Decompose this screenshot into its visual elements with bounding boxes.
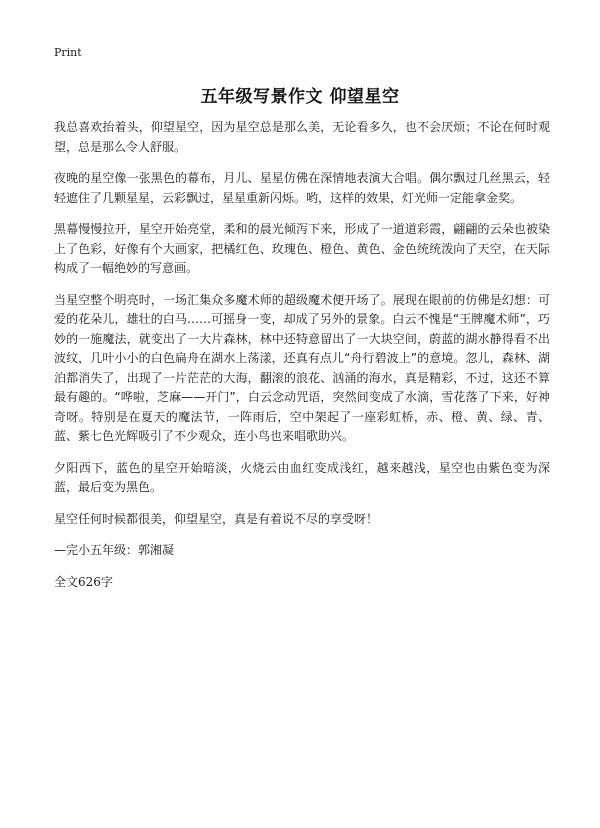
- article-paragraph: 夜晚的星空像一张黑色的幕布，月儿、星星仿佛在深情地表演大合唱。偶尔飘过几丝黑云，轻轻遮住了几颗星星，云彩飘过，星星重新闪烁。哟，这样的效果，灯光师一定能拿金奖。: [54, 171, 550, 205]
- article-paragraph: 黑幕慢慢拉开，星空开始亮堂，柔和的晨光倾泻下来，形成了一道道彩霞，翩翩的云朵也被染上了色彩，好像有个大画家，把橘红色、玫瑰色、橙色、黄色、金色统统泼向了天空，在天际构成了一幅绝妙的写意画。: [54, 222, 550, 275]
- article-paragraph: 当星空整个明亮时，一场汇集众多魔术师的超级魔术便开场了。展现在眼前的仿佛是幻想：可爱的花朵儿，雄壮的白马……可摇身一变，却成了另外的景象。白云不愧是“王牌魔术师”，巧妙的一施魔法，就变出了一大片森林，林中还特意留出了一大块空间，蔚蓝的湖水静得看不出波纹，几叶小小的白色扁舟在湖水上荡漾，还真有点儿“舟行碧波上”的意境。忽儿，森林、湖泊都消失了，出现了一片茫茫的大海，翻滚的浪花、汹涌的海水，真是精彩，不过，这还不算最有趣的。“哗啦，芝麻——开门”，白云念动咒语，突然间变成了水滴，雪花落了下来，好神奇呀。特别是在夏天的魔法节，一阵雨后，空中架起了一座彩虹桥，赤、橙、黄、绿、青、蓝、紫七色光辉吸引了不少观众，连小鸟也来唱歌助兴。: [54, 292, 550, 443]
- article-paragraph: 星空任何时候都很美，仰望星空，真是有着说不尽的享受呀！: [54, 511, 379, 526]
- article-body: [54, 118, 550, 604]
- word-count: 全文626字: [54, 574, 113, 589]
- article-paragraph: 夕阳西下，蓝色的星空开始暗淡，火烧云由血红变成浅红，越来越浅，星空也由紫色变为深蓝，最后变为黑色。: [54, 460, 550, 494]
- print-link[interactable]: Print: [54, 46, 82, 59]
- article-paragraph: 我总喜欢抬着头，仰望星空，因为星空总是那么美，无论看多久，也不会厌烦；不论在何时观望，总是那么令人舒服。: [54, 120, 550, 154]
- page-title: 五年级写景作文 仰望星空: [200, 87, 400, 107]
- author-line: —完小五年级：郭湘凝: [54, 543, 175, 557]
